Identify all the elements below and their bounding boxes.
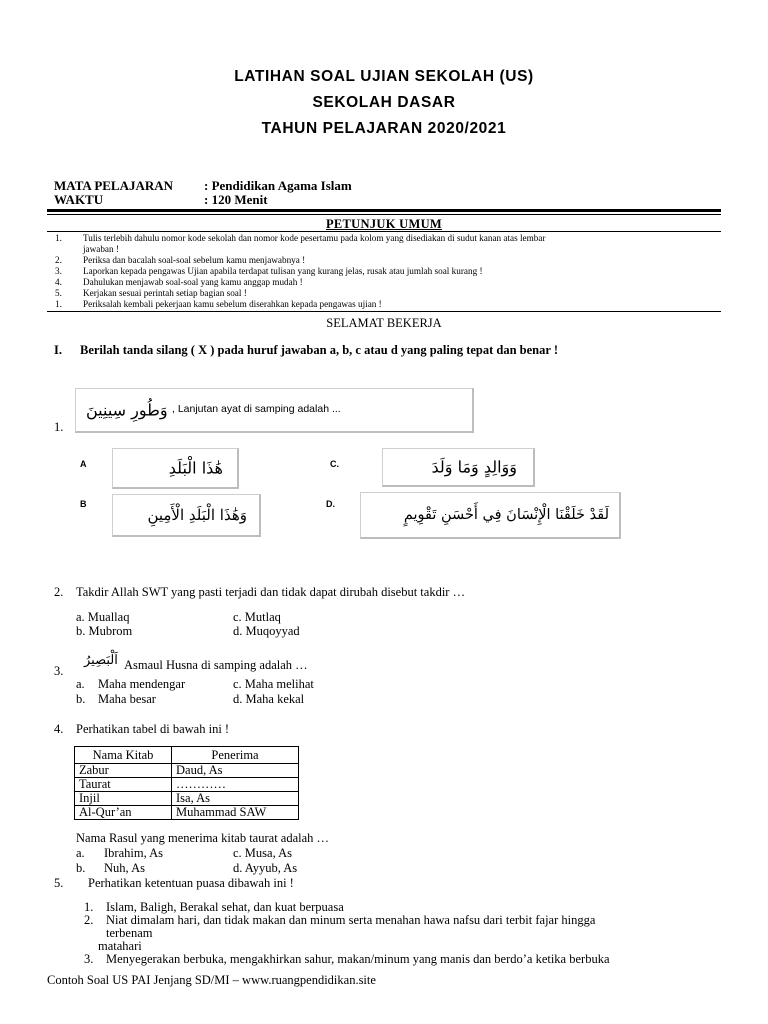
q1-option-d-box[interactable] [360, 492, 621, 539]
q1-number: 1. [54, 420, 64, 434]
q1-option-c-label: C. [330, 459, 339, 469]
table-row [75, 792, 299, 806]
divider-thin [47, 214, 721, 215]
section-number: I. [54, 343, 62, 357]
q4-option-a[interactable]: Ibrahim, As [104, 846, 164, 860]
q4-option-a-letter: a. [76, 846, 85, 860]
q1-option-c-arabic: وَوَالِدٍ وَمَا وَلَدَ [431, 457, 517, 477]
q5-item-number: 3. [84, 952, 94, 966]
q3-option-b-letter: b. [76, 692, 86, 706]
q4-option-b[interactable]: Nuh, As [104, 861, 145, 875]
title-line-1: LATIHAN SOAL UJIAN SEKOLAH (US) [234, 68, 534, 85]
q1-question-box [75, 388, 474, 433]
q3-arabic-name: اَلْبَصِيرُ [84, 653, 118, 668]
table-header-row [75, 747, 299, 764]
q3-question-text: Asmaul Husna di samping adalah … [124, 658, 308, 672]
q4-option-c[interactable]: c. Musa, As [233, 846, 293, 860]
section-instruction: Berilah tanda silang ( X ) pada huruf jawaban a, b, c atau d yang paling tepat dan benar ! [80, 343, 558, 357]
instruction-item: 1. Periksalah kembali pekerjaan kamu sebelum diserahkan kepada pengawas ujian ! [55, 299, 382, 309]
table-header-cell: Nama Kitab [75, 747, 172, 764]
q1-option-a-label: A [80, 459, 87, 469]
q1-option-d-arabic: لَقَدْ خَلَقْنَا الْإِنْسَانَ فِي أَحْسَنِ تَقْوِيمٍ [403, 507, 609, 523]
divider-thick [47, 209, 721, 212]
subject-value: : Pendidikan Agama Islam [204, 178, 352, 193]
table-row [75, 778, 299, 792]
title-line-2: SEKOLAH DASAR [312, 94, 456, 111]
q4-question-text: Perhatikan tabel di bawah ini ! [76, 722, 230, 736]
q1-option-b-box[interactable] [112, 494, 261, 537]
q5-item-text: matahari [98, 939, 142, 953]
instruction-item: jawaban ! [83, 244, 119, 254]
table-cell: Daud, As [172, 764, 299, 778]
q3-option-a[interactable]: Maha mendengar [98, 677, 186, 691]
q2-option-d[interactable]: d. Muqoyyad [233, 624, 300, 638]
time-label: WAKTU [54, 192, 104, 207]
q5-item-text: Menyegerakan berbuka, mengakhirkan sahur, makan/minum yang manis dan berdo’a ketika berbuka [106, 952, 610, 966]
table-row [75, 764, 299, 778]
table-cell: Taurat [75, 778, 172, 792]
instruction-item: 5. Kerjakan sesuai perintah setiap bagian soal ! [55, 288, 247, 298]
q2-option-c[interactable]: c. Mutlaq [233, 610, 281, 624]
time-value: : 120 Menit [204, 192, 268, 207]
q2-number: 2. [54, 585, 64, 599]
table-row [75, 806, 299, 820]
table-cell: Isa, As [172, 792, 299, 806]
q4-sub-question: Nama Rasul yang menerima kitab taurat adalah … [76, 831, 330, 845]
table-header-cell: Penerima [172, 747, 299, 764]
q3-option-b[interactable]: Maha besar [98, 692, 156, 706]
q1-option-b-arabic: وَهَٰذَا الْبَلَدِ الْأَمِينِ [147, 506, 247, 524]
q1-option-c-box[interactable] [382, 448, 535, 487]
petunjuk-rule-bottom [47, 311, 721, 312]
q5-item-text: Niat dimalam hari, dan tidak makan dan minum serta menahan hawa nafsu dari terbit fajar hingga [106, 913, 596, 927]
selamat-bekerja: SELAMAT BEKERJA [326, 316, 442, 330]
page-footer: Contoh Soal US PAI Jenjang SD/MI – www.ruangpendidikan.site [47, 973, 376, 987]
q3-option-a-letter: a. [76, 677, 85, 691]
table-cell: Zabur [75, 764, 172, 778]
q3-option-c[interactable]: c. Maha melihat [233, 677, 314, 691]
kitab-table [74, 746, 299, 820]
instructions-list [55, 233, 715, 310]
q5-number: 5. [54, 876, 64, 890]
table-cell: ………… [172, 778, 299, 792]
q5-item-text: terbenam [106, 926, 153, 940]
table-cell: Injil [75, 792, 172, 806]
q3-number: 3. [54, 664, 64, 678]
instruction-item: 2. Periksa dan bacalah soal-soal sebelum kamu menjawabnya ! [55, 255, 306, 265]
instruction-item: 3. Laporkan kepada pengawas Ujian apabila terdapat tulisan yang kurang jelas, rusak atau jumlah soal kurang ! [55, 266, 483, 276]
q1-option-a-arabic: هَٰذَا الْبَلَدِ [168, 458, 223, 478]
q4-option-d[interactable]: d. Ayyub, As [233, 861, 298, 875]
q1-question-text: , Lanjutan ayat di samping adalah ... [172, 403, 341, 415]
instruction-item: 1. Tulis terlebih dahulu nomor kode sekolah dan nomor kode pesertamu pada kolom yang disediakan di sudut kanan atas lembar [55, 233, 546, 243]
q5-question-text: Perhatikan ketentuan puasa dibawah ini ! [88, 876, 294, 890]
q2-question-text: Takdir Allah SWT yang pasti terjadi dan tidak dapat dirubah disebut takdir … [76, 585, 466, 599]
q1-arabic-verse: وَطُورِ سِينِينَ [86, 400, 168, 420]
instruction-item: 4. Dahulukan menjawab soal-soal yang kamu anggap mudah ! [55, 277, 303, 287]
q5-item-text: Islam, Baligh, Berakal sehat, dan kuat berpuasa [106, 900, 344, 914]
table-cell: Al-Qur’an [75, 806, 172, 820]
q2-option-b[interactable]: b. Mubrom [76, 624, 133, 638]
q3-option-d[interactable]: d. Maha kekal [233, 692, 305, 706]
q1-option-b-label: B [80, 499, 87, 509]
title-line-3: TAHUN PELAJARAN 2020/2021 [261, 120, 507, 137]
q4-option-b-letter: b. [76, 861, 86, 875]
q1-option-d-label: D. [326, 499, 335, 509]
petunjuk-title: PETUNJUK UMUM [325, 217, 443, 231]
q4-number: 4. [54, 722, 64, 736]
q2-option-a[interactable]: a. Muallaq [76, 610, 130, 624]
table-cell: Muhammad SAW [172, 806, 299, 820]
q5-item-number: 1. [84, 900, 94, 914]
q1-option-a-box[interactable] [112, 448, 239, 489]
q5-item-number: 2. [84, 913, 94, 927]
petunjuk-rule-top [47, 231, 721, 232]
subject-label: MATA PELAJARAN [54, 178, 174, 193]
